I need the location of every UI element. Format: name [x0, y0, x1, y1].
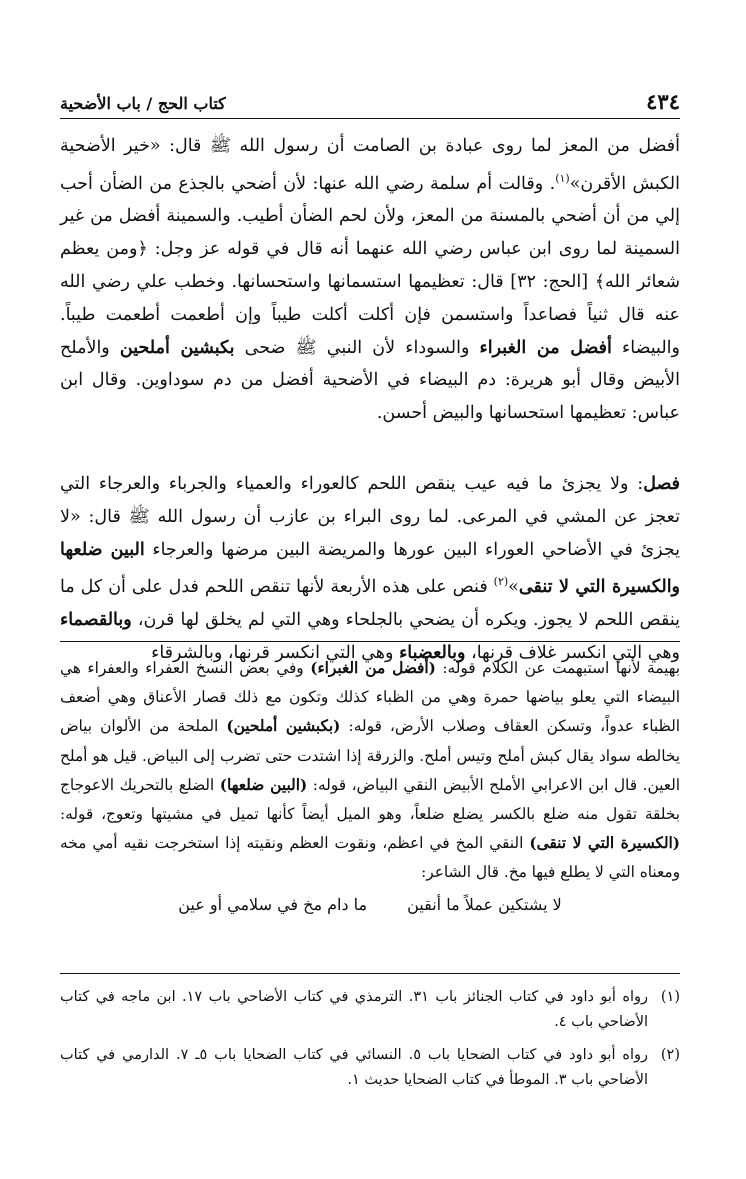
footnote-number: (١)	[660, 989, 680, 1005]
main-text-run: والأملح الأبيض وقال أبو هريرة: دم البيضاء في الأضحية أفضل من دم سوداوين. وقال ابن عباس: تعظيمها استحسانها والبيض أحسن.	[60, 337, 680, 424]
commentary-run: النقي المخ في اعظم، ونقوت العظم ونقيته إذا استخرجت نقيه أمي مخه ومعناه التي لا يطلع فيها مخ. قال الشاعر:	[60, 834, 680, 882]
commentary-run: بهيمة لأنها استبهمت عن الكلام قوله:	[435, 659, 680, 677]
footnote-ref-2: (٢)	[493, 575, 509, 589]
footnote-1	[60, 985, 680, 1035]
bold-term: أفضل من الغبراء	[479, 337, 612, 358]
main-text-run: أفضل من المعز لما روى عبادة بن الصامت أن رسول الله ﷺ قال: «خير الأضحية الكبش الأقرن»	[60, 136, 680, 194]
main-text-run: »	[508, 577, 519, 598]
footnotes-divider	[60, 973, 680, 974]
main-text-run: وهي التي انكسر قرنها، وبالشرقاء	[151, 642, 400, 663]
main-text-run: فنص على هذه الأربعة لأنها تنقص اللحم فدل على أن كل ما ينقص اللحم لا يجوز. ويكره أن يضحي بالجلحاء وهي التي لم يخلق لها قرن،	[60, 577, 680, 631]
footnotes	[60, 985, 680, 1101]
bold-term: (أفضل من الغبراء)	[310, 659, 436, 677]
bold-term: البين ضلعها والكسيرة التي لا تنقى	[60, 539, 681, 598]
commentary-run: الضلع بالتحريك الاعوجاج بخلقة تقول منه ضلع بالكسر يضلع ضلعاً، وهو الميل أيضاً كأنها تميل في مشيتها وتعوج، قوله:	[60, 775, 680, 824]
bold-term: (البين ضلعها)	[219, 775, 308, 794]
bold-term: (الكسيرة التي لا تنقى)	[529, 834, 680, 853]
commentary-paragraph	[60, 654, 680, 888]
footnote-number: (٢)	[660, 1047, 680, 1063]
main-text-run: . وقالت أم سلمة رضي الله عنها: لأن أضحي بالجذع من الضأن أحب إلي من أن أضحي بالمسنة من المعز، ولأن لحم الضأن أطيب. والسمينة أفضل من غير السمينة لما روى ابن عباس رضي الله عنهما أنه قال في قوله عز وجل: ﴿ومن يعظم شعائر الله﴾ [الحج: ٣٢] قال: تعظيمها استسمانها واستحسانها. وخطب علي رضي الله عنه قال ثنياً فصاعداً واستسمن فإن أكلت أكلت طيباً وإن أطعمت أطعمت طيباً. والبيضاء	[60, 173, 680, 358]
commentary-divider	[60, 641, 680, 642]
main-text-run: وهي التي انكسر غلاف قرنها،	[465, 642, 680, 663]
verse-first-hemistich: لا يشتكين عملاً ما أنقين	[407, 894, 562, 914]
footnote-ref-1: (١)	[555, 171, 570, 185]
footnote-text: رواه أبو داود في كتاب الجنائز باب ٣١. الترمذي في كتاب الأضاحي باب ١٧. ابن ماجه في كتاب الأضاحي باب ٤.	[60, 989, 648, 1030]
book-page	[60, 0, 680, 1179]
main-text-run: : ولا يجزئ ما فيه عيب ينقص اللحم كالعوراء والعمياء والجرباء والعرجاء التي تعجز عن المشي في المرعى. لما روى البراء بن عازب أن رسول الله ﷺ قال: «لا يجزئ في الأضاحي العوراء البين عورها والمريضة البين مرضها والعرجاء	[60, 474, 680, 560]
commentary-run: الملحة من الألوان بياض يخالطه سواد يقال كبش أملح وتيس أملح. والزرقة إذا اشتدت حتى تضرب إلى البياض. قيل هو أملح العين. قال ابن الاعرابي الأملح الأبيض النقي البياض، قوله:	[60, 717, 681, 794]
poetry-verse	[60, 890, 680, 919]
commentary	[60, 654, 680, 919]
bold-term: (بكبشين أملحين)	[226, 717, 341, 736]
commentary-run: وفي بعض النسخ العفراء والعفراء هي البيضاء التي يعلو بياضها حمرة وهي من الظباء كذلك وتكون مع ذلك قصار الأعناق وهي أضعف الظباء عدواً، وتسكن العقاف وصلاب الأرض، قوله:	[60, 659, 681, 736]
bold-term: بكبشين أملحين	[119, 337, 235, 358]
page-header	[60, 80, 680, 119]
bold-term: وبالعضباء	[399, 642, 466, 663]
verse-second-hemistich: ما دام مخ في سلامي أو عين	[178, 894, 368, 914]
footnote-2	[60, 1043, 680, 1093]
main-paragraph-2	[60, 468, 680, 670]
running-title: كتاب الحج / باب الأضحية	[60, 94, 226, 113]
bold-term: وبالقصماء	[60, 610, 132, 631]
main-text-run: والسوداء لأن النبي ﷺ ضحى	[234, 337, 480, 358]
page-number: ٤٣٤	[646, 89, 680, 114]
main-paragraph-1	[60, 130, 680, 430]
main-text	[60, 130, 680, 670]
section-heading: فصل	[643, 474, 680, 494]
footnote-text: رواه أبو داود في كتاب الضحايا باب ٥. النسائي في كتاب الضحايا باب ٥ـ ٧. الدارمي في كتاب الأضاحي باب ٣. الموطأ في كتاب الضحايا حديث ١.	[60, 1047, 649, 1088]
